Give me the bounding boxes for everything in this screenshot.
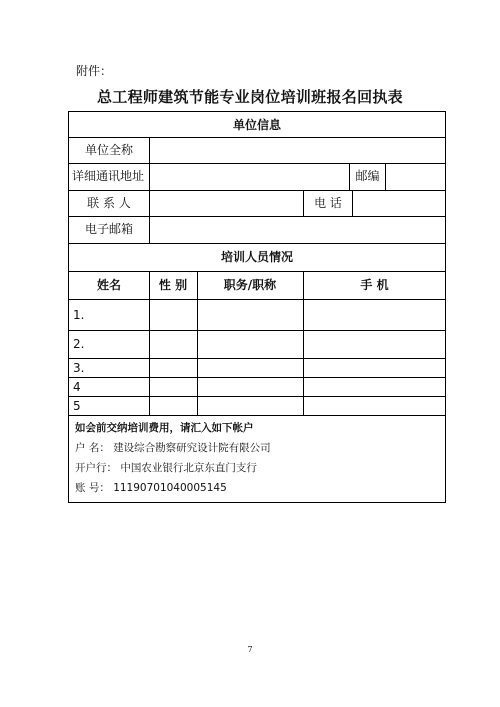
bank-value: 中国农业银行北京东直门支行 bbox=[120, 462, 257, 474]
table-row-number: 5 bbox=[73, 399, 81, 413]
table-row-number: 2. bbox=[73, 337, 85, 351]
unit-full-name-label: 单位全称 bbox=[84, 143, 133, 157]
registration-form-table bbox=[68, 111, 446, 503]
column-title: 职务/职称 bbox=[223, 278, 277, 292]
postcode-field[interactable] bbox=[386, 164, 446, 189]
address-label: 详细通讯地址 bbox=[72, 169, 145, 183]
phone-label: 电 话 bbox=[314, 196, 342, 210]
table-row-number: 4 bbox=[73, 380, 81, 394]
bank-label: 开户行： bbox=[75, 462, 117, 474]
payment-note: 如会前交纳培训费用，请汇入如下帐户 bbox=[75, 422, 254, 434]
column-name: 姓名 bbox=[96, 278, 121, 292]
trainee-info-heading: 培训人员情况 bbox=[220, 250, 293, 264]
account-name-label: 户 名： bbox=[75, 442, 110, 454]
column-mobile: 手 机 bbox=[360, 278, 389, 292]
account-number-label: 账 号： bbox=[75, 482, 110, 494]
attachment-label: 附件： bbox=[76, 64, 113, 78]
address-field[interactable] bbox=[150, 164, 348, 189]
email-label: 电子邮箱 bbox=[84, 222, 133, 236]
account-number-value: 11190701040005145 bbox=[113, 482, 227, 494]
postcode-label: 邮编 bbox=[355, 169, 380, 183]
contact-label: 联 系 人 bbox=[87, 196, 131, 210]
form-title: 总工程师建筑节能专业岗位培训班报名回执表 bbox=[96, 88, 403, 106]
email-field[interactable] bbox=[150, 217, 446, 242]
page-number: 7 bbox=[247, 645, 253, 654]
table-row-number: 1. bbox=[73, 308, 85, 322]
account-name-line bbox=[75, 440, 271, 455]
account-name-value: 建设综合勘察研究设计院有限公司 bbox=[113, 442, 271, 454]
unit-info-heading: 单位信息 bbox=[232, 118, 281, 132]
phone-field[interactable] bbox=[353, 191, 446, 215]
table-row-number: 3. bbox=[73, 361, 85, 375]
bank-line bbox=[75, 460, 257, 475]
column-gender: 性 别 bbox=[158, 278, 188, 292]
unit-full-name-field[interactable] bbox=[150, 138, 446, 162]
contact-field[interactable] bbox=[150, 191, 302, 215]
account-number-line bbox=[75, 480, 227, 495]
